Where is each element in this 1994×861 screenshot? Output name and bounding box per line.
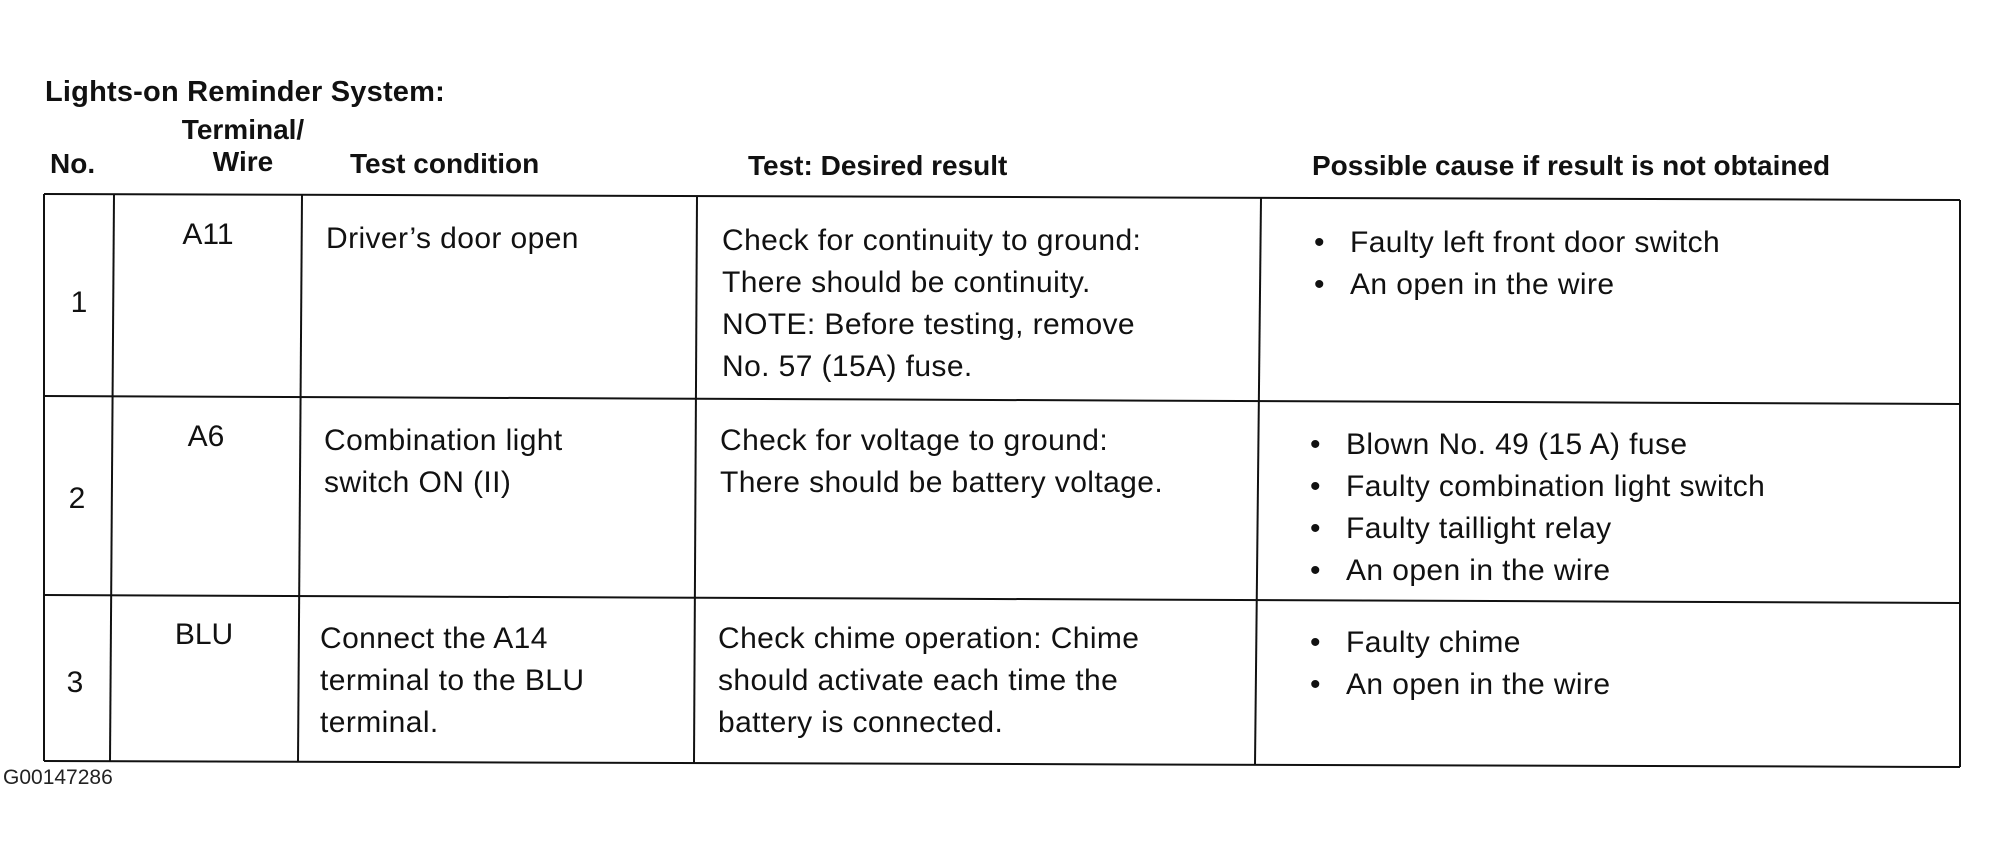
header-possible-cause: Possible cause if result is not obtained (1312, 150, 1831, 181)
row-1-number: 1 (70, 286, 88, 319)
row-1-condition-line: Driver’s door open (326, 222, 579, 255)
row-3-result (718, 618, 1139, 744)
grid-line-col3 (694, 196, 697, 763)
row-2-condition-line: switch ON (II) (324, 466, 512, 499)
header-test-condition: Test condition (350, 148, 540, 179)
page-title: Lights-on Reminder System: (45, 76, 445, 108)
cause-item: • An open in the wire (1306, 550, 1765, 592)
cause-item: • An open in the wire (1310, 264, 1720, 306)
row-2-number: 2 (68, 482, 86, 515)
row-3-condition-line: terminal. (320, 706, 439, 739)
row-3-number: 3 (66, 666, 84, 699)
row-3-condition (320, 618, 584, 744)
cause-item: • Faulty chime (1306, 622, 1610, 664)
row-2-condition-line: Combination light (324, 424, 563, 457)
grid-line-row1-bottom (44, 396, 1960, 404)
figure-id: G00147286 (3, 766, 113, 789)
cause-item: • Faulty combination light switch (1306, 466, 1765, 508)
row-3-condition-line: terminal to the BLU (320, 664, 585, 697)
grid-line-col2 (298, 195, 302, 762)
row-1-wire: A11 (182, 218, 234, 251)
row-2-result (720, 420, 1163, 504)
cause-item: • Blown No. 49 (15 A) fuse (1306, 424, 1765, 466)
row-1-condition (326, 218, 579, 260)
grid-line-col4 (1255, 198, 1261, 765)
row-3-result-line: battery is connected. (718, 706, 1004, 739)
row-2-result-line: Check for voltage to ground: (720, 424, 1109, 457)
row-3-result-line: Check chime operation: Chime (718, 622, 1140, 655)
grid-line-row2-bottom (44, 595, 1960, 603)
row-1-result-line: There should be continuity. (722, 266, 1091, 299)
cause-item: • An open in the wire (1306, 664, 1610, 706)
row-3-condition-line: Connect the A14 (320, 622, 548, 655)
header-terminal-line2: Wire (212, 146, 274, 177)
row-2-result-line: There should be battery voltage. (720, 466, 1164, 499)
grid-line-bottom (44, 761, 1960, 767)
row-2-condition (324, 420, 563, 504)
grid-line-col1 (110, 194, 114, 761)
cause-item: • Faulty left front door switch (1310, 222, 1720, 264)
row-3-wire: BLU (174, 618, 234, 651)
row-2-wire: A6 (187, 420, 225, 453)
header-terminal-line1: Terminal/ (181, 114, 305, 145)
row-3-causes (1306, 622, 1610, 706)
row-3-result-line: should activate each time the (718, 664, 1119, 697)
header-no: No. (50, 148, 96, 179)
header-desired-result: Test: Desired result (748, 150, 1008, 181)
row-1-result (722, 220, 1141, 388)
row-1-result-line: No. 57 (15A) fuse. (722, 350, 973, 383)
row-1-causes (1310, 222, 1720, 306)
row-1-result-line: NOTE: Before testing, remove (722, 308, 1136, 341)
cause-item: • Faulty taillight relay (1306, 508, 1765, 550)
row-1-result-line: Check for continuity to ground: (722, 224, 1142, 257)
row-2-causes (1306, 424, 1765, 592)
grid-line-top (44, 194, 1960, 200)
